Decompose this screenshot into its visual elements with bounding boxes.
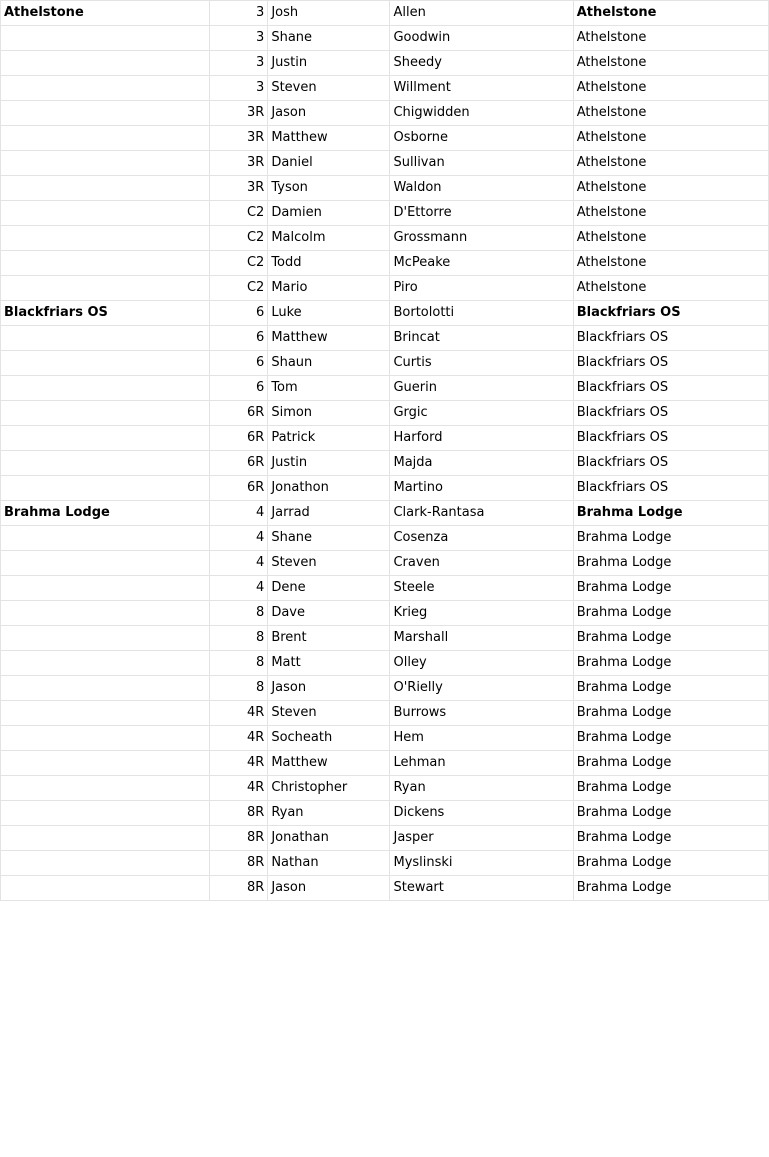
team-cell: Brahma Lodge: [573, 876, 768, 901]
team-cell: Blackfriars OS: [573, 476, 768, 501]
team-cell: Brahma Lodge: [573, 801, 768, 826]
last-name-cell: Grgic: [390, 401, 573, 426]
table-row: [1, 726, 769, 751]
club-cell: [1, 76, 210, 101]
team-cell: Athelstone: [573, 176, 768, 201]
team-cell: Brahma Lodge: [573, 551, 768, 576]
club-cell: Blackfriars OS: [1, 301, 210, 326]
table-row: [1, 526, 769, 551]
team-cell: Athelstone: [573, 276, 768, 301]
team-cell: Brahma Lodge: [573, 726, 768, 751]
club-cell: [1, 276, 210, 301]
last-name-cell: D'Ettorre: [390, 201, 573, 226]
first-name-cell: Jarrad: [268, 501, 390, 526]
grade-cell: 6R: [210, 401, 268, 426]
grade-cell: 3R: [210, 176, 268, 201]
club-cell: [1, 26, 210, 51]
club-cell: [1, 751, 210, 776]
grade-cell: C2: [210, 276, 268, 301]
team-cell: Brahma Lodge: [573, 851, 768, 876]
first-name-cell: Ryan: [268, 801, 390, 826]
team-cell: Brahma Lodge: [573, 526, 768, 551]
table-row: [1, 751, 769, 776]
first-name-cell: Socheath: [268, 726, 390, 751]
team-cell: Brahma Lodge: [573, 676, 768, 701]
last-name-cell: Burrows: [390, 701, 573, 726]
club-cell: [1, 451, 210, 476]
first-name-cell: Tyson: [268, 176, 390, 201]
grade-cell: 8R: [210, 851, 268, 876]
team-cell: Athelstone: [573, 251, 768, 276]
team-cell: Blackfriars OS: [573, 426, 768, 451]
team-cell: Brahma Lodge: [573, 776, 768, 801]
table-row: [1, 26, 769, 51]
table-row: [1, 351, 769, 376]
club-cell: [1, 326, 210, 351]
team-cell: Brahma Lodge: [573, 501, 768, 526]
last-name-cell: Dickens: [390, 801, 573, 826]
table-row: [1, 251, 769, 276]
club-cell: [1, 576, 210, 601]
club-cell: [1, 826, 210, 851]
first-name-cell: Steven: [268, 76, 390, 101]
last-name-cell: Curtis: [390, 351, 573, 376]
grade-cell: C2: [210, 201, 268, 226]
team-cell: Brahma Lodge: [573, 601, 768, 626]
table-row: [1, 826, 769, 851]
first-name-cell: Matthew: [268, 326, 390, 351]
first-name-cell: Dene: [268, 576, 390, 601]
table-row: [1, 1, 769, 26]
first-name-cell: Tom: [268, 376, 390, 401]
first-name-cell: Steven: [268, 551, 390, 576]
grade-cell: 4: [210, 526, 268, 551]
table-row: [1, 501, 769, 526]
grade-cell: 3: [210, 1, 268, 26]
table-row: [1, 576, 769, 601]
last-name-cell: Willment: [390, 76, 573, 101]
last-name-cell: Grossmann: [390, 226, 573, 251]
table-row: [1, 851, 769, 876]
grade-cell: 8R: [210, 826, 268, 851]
last-name-cell: Bortolotti: [390, 301, 573, 326]
first-name-cell: Matthew: [268, 751, 390, 776]
grade-cell: 8: [210, 651, 268, 676]
grade-cell: 4: [210, 501, 268, 526]
club-cell: [1, 51, 210, 76]
grade-cell: C2: [210, 251, 268, 276]
grade-cell: 3: [210, 76, 268, 101]
last-name-cell: Stewart: [390, 876, 573, 901]
first-name-cell: Simon: [268, 401, 390, 426]
last-name-cell: Sheedy: [390, 51, 573, 76]
last-name-cell: McPeake: [390, 251, 573, 276]
grade-cell: 8: [210, 676, 268, 701]
grade-cell: 8: [210, 601, 268, 626]
team-cell: Athelstone: [573, 226, 768, 251]
table-row: [1, 776, 769, 801]
first-name-cell: Jason: [268, 876, 390, 901]
club-cell: [1, 351, 210, 376]
last-name-cell: Osborne: [390, 126, 573, 151]
club-cell: [1, 151, 210, 176]
table-row: [1, 326, 769, 351]
table-row: [1, 151, 769, 176]
table-row: [1, 476, 769, 501]
last-name-cell: Steele: [390, 576, 573, 601]
grade-cell: 6R: [210, 476, 268, 501]
first-name-cell: Josh: [268, 1, 390, 26]
table-row: [1, 701, 769, 726]
grade-cell: 8R: [210, 876, 268, 901]
last-name-cell: Brincat: [390, 326, 573, 351]
table-row: [1, 276, 769, 301]
first-name-cell: Patrick: [268, 426, 390, 451]
first-name-cell: Todd: [268, 251, 390, 276]
grade-cell: 6R: [210, 426, 268, 451]
team-cell: Brahma Lodge: [573, 576, 768, 601]
club-cell: [1, 801, 210, 826]
grade-cell: 6: [210, 376, 268, 401]
last-name-cell: Craven: [390, 551, 573, 576]
team-cell: Brahma Lodge: [573, 826, 768, 851]
club-cell: [1, 526, 210, 551]
first-name-cell: Daniel: [268, 151, 390, 176]
team-cell: Blackfriars OS: [573, 376, 768, 401]
first-name-cell: Jason: [268, 676, 390, 701]
grade-cell: 4R: [210, 751, 268, 776]
table-row: [1, 76, 769, 101]
first-name-cell: Steven: [268, 701, 390, 726]
first-name-cell: Brent: [268, 626, 390, 651]
last-name-cell: Krieg: [390, 601, 573, 626]
player-table-body: [1, 1, 769, 901]
club-cell: [1, 776, 210, 801]
grade-cell: 6R: [210, 451, 268, 476]
grade-cell: 4R: [210, 726, 268, 751]
team-cell: Brahma Lodge: [573, 701, 768, 726]
club-cell: [1, 226, 210, 251]
team-cell: Athelstone: [573, 51, 768, 76]
club-cell: [1, 251, 210, 276]
grade-cell: C2: [210, 226, 268, 251]
club-cell: [1, 201, 210, 226]
table-row: [1, 401, 769, 426]
team-cell: Athelstone: [573, 26, 768, 51]
team-cell: Athelstone: [573, 201, 768, 226]
last-name-cell: Ryan: [390, 776, 573, 801]
team-cell: Blackfriars OS: [573, 451, 768, 476]
first-name-cell: Christopher: [268, 776, 390, 801]
first-name-cell: Jonathon: [268, 476, 390, 501]
table-row: [1, 451, 769, 476]
last-name-cell: Piro: [390, 276, 573, 301]
table-row: [1, 651, 769, 676]
club-cell: Athelstone: [1, 1, 210, 26]
club-cell: [1, 651, 210, 676]
table-row: [1, 426, 769, 451]
last-name-cell: Hem: [390, 726, 573, 751]
team-cell: Athelstone: [573, 1, 768, 26]
table-row: [1, 376, 769, 401]
team-cell: Brahma Lodge: [573, 751, 768, 776]
table-row: [1, 101, 769, 126]
first-name-cell: Matt: [268, 651, 390, 676]
table-row: [1, 201, 769, 226]
first-name-cell: Shane: [268, 26, 390, 51]
club-cell: Brahma Lodge: [1, 501, 210, 526]
first-name-cell: Malcolm: [268, 226, 390, 251]
last-name-cell: Guerin: [390, 376, 573, 401]
last-name-cell: Waldon: [390, 176, 573, 201]
grade-cell: 4: [210, 551, 268, 576]
grade-cell: 3R: [210, 126, 268, 151]
first-name-cell: Mario: [268, 276, 390, 301]
first-name-cell: Jason: [268, 101, 390, 126]
club-cell: [1, 876, 210, 901]
club-cell: [1, 601, 210, 626]
first-name-cell: Shaun: [268, 351, 390, 376]
team-cell: Brahma Lodge: [573, 651, 768, 676]
grade-cell: 6: [210, 326, 268, 351]
first-name-cell: Justin: [268, 451, 390, 476]
table-row: [1, 676, 769, 701]
last-name-cell: Lehman: [390, 751, 573, 776]
last-name-cell: Chigwidden: [390, 101, 573, 126]
team-cell: Athelstone: [573, 76, 768, 101]
team-cell: Blackfriars OS: [573, 351, 768, 376]
table-row: [1, 876, 769, 901]
last-name-cell: Allen: [390, 1, 573, 26]
first-name-cell: Shane: [268, 526, 390, 551]
grade-cell: 8: [210, 626, 268, 651]
club-cell: [1, 376, 210, 401]
table-row: [1, 601, 769, 626]
last-name-cell: Jasper: [390, 826, 573, 851]
club-cell: [1, 401, 210, 426]
club-cell: [1, 726, 210, 751]
first-name-cell: Dave: [268, 601, 390, 626]
grade-cell: 6: [210, 301, 268, 326]
last-name-cell: Sullivan: [390, 151, 573, 176]
club-cell: [1, 426, 210, 451]
last-name-cell: Marshall: [390, 626, 573, 651]
table-row: [1, 176, 769, 201]
first-name-cell: Damien: [268, 201, 390, 226]
team-cell: Athelstone: [573, 126, 768, 151]
club-cell: [1, 551, 210, 576]
grade-cell: 4R: [210, 776, 268, 801]
team-cell: Blackfriars OS: [573, 326, 768, 351]
team-cell: Athelstone: [573, 101, 768, 126]
grade-cell: 3: [210, 26, 268, 51]
table-row: [1, 126, 769, 151]
team-cell: Blackfriars OS: [573, 301, 768, 326]
team-cell: Brahma Lodge: [573, 626, 768, 651]
table-row: [1, 551, 769, 576]
last-name-cell: Goodwin: [390, 26, 573, 51]
last-name-cell: O'Rielly: [390, 676, 573, 701]
grade-cell: 8R: [210, 801, 268, 826]
club-cell: [1, 851, 210, 876]
club-cell: [1, 101, 210, 126]
grade-cell: 6: [210, 351, 268, 376]
first-name-cell: Justin: [268, 51, 390, 76]
first-name-cell: Luke: [268, 301, 390, 326]
table-row: [1, 51, 769, 76]
first-name-cell: Nathan: [268, 851, 390, 876]
last-name-cell: Olley: [390, 651, 573, 676]
last-name-cell: Majda: [390, 451, 573, 476]
table-row: [1, 226, 769, 251]
last-name-cell: Harford: [390, 426, 573, 451]
first-name-cell: Jonathan: [268, 826, 390, 851]
last-name-cell: Martino: [390, 476, 573, 501]
club-cell: [1, 476, 210, 501]
last-name-cell: Clark-Rantasa: [390, 501, 573, 526]
club-cell: [1, 176, 210, 201]
club-cell: [1, 626, 210, 651]
club-cell: [1, 676, 210, 701]
table-row: [1, 801, 769, 826]
table-row: [1, 626, 769, 651]
last-name-cell: Myslinski: [390, 851, 573, 876]
last-name-cell: Cosenza: [390, 526, 573, 551]
grade-cell: 4: [210, 576, 268, 601]
grade-cell: 3: [210, 51, 268, 76]
grade-cell: 3R: [210, 101, 268, 126]
grade-cell: 4R: [210, 701, 268, 726]
table-row: [1, 301, 769, 326]
team-cell: Blackfriars OS: [573, 401, 768, 426]
team-cell: Athelstone: [573, 151, 768, 176]
first-name-cell: Matthew: [268, 126, 390, 151]
grade-cell: 3R: [210, 151, 268, 176]
club-cell: [1, 126, 210, 151]
club-cell: [1, 701, 210, 726]
